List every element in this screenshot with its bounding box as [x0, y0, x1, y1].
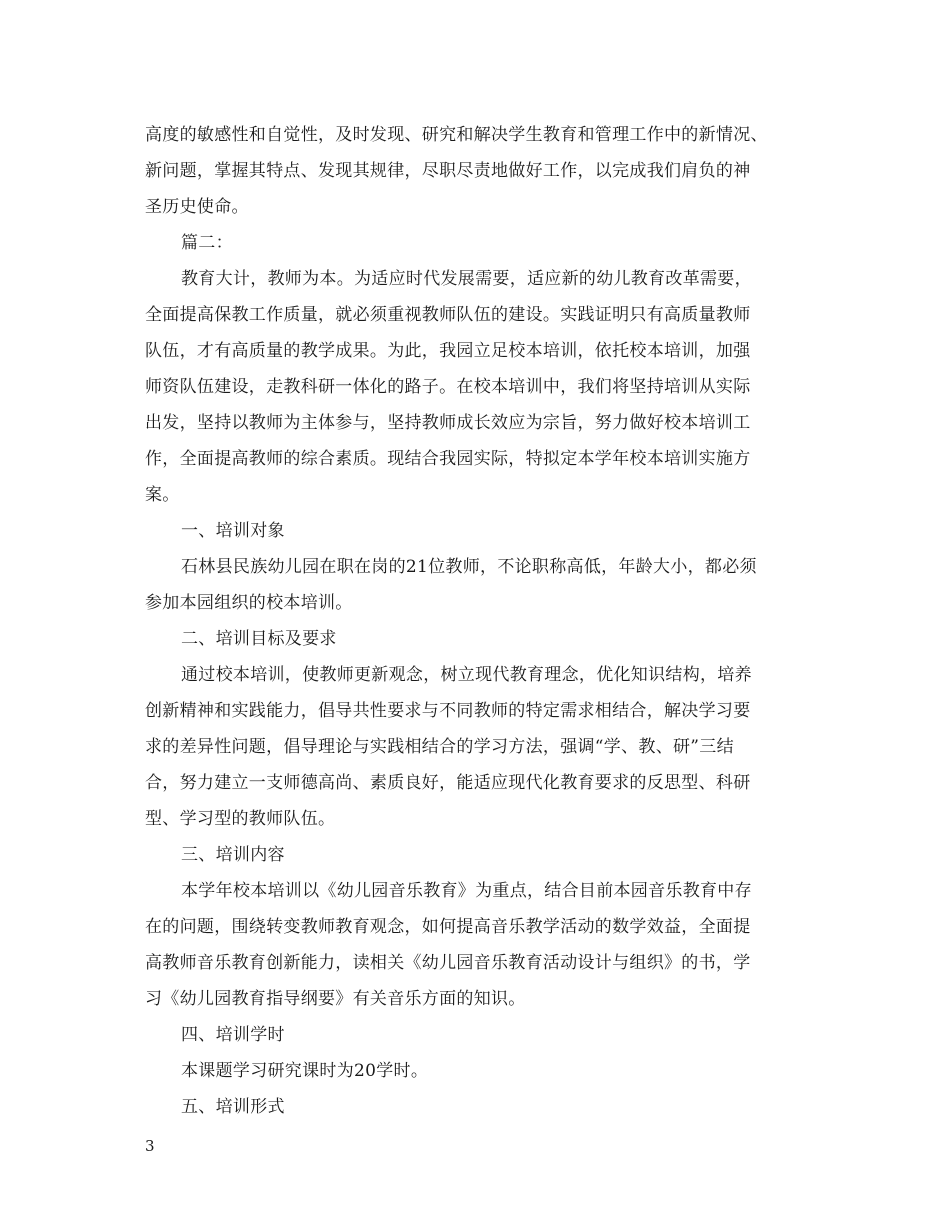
text-line: 创新精神和实践能力，倡导共性要求与不同教师的特定需求相结合，解决学习要 [145, 701, 751, 721]
text-line: 出发，坚持以教师为主体参与，坚持教师成长效应为宗旨，努力做好校本培训工 [145, 413, 751, 433]
text-line: 求的差异性问题，倡导理论与实践相结合的学习方法，强调“学、教、研”三结 [145, 737, 734, 757]
document-body [145, 117, 805, 1125]
text-line: 高教师音乐教育创新能力，读相关《幼儿园音乐教育活动设计与组织》的书，学 [145, 953, 751, 973]
text-line: 通过校本培训，使教师更新观念，树立现代教育理念，优化知识结构，培养 [181, 665, 752, 685]
text-line: 合，努力建立一支师德高尚、素质良好，能适应现代化教育要求的反思型、科研 [145, 773, 751, 793]
text-line: 二、培训目标及要求 [181, 629, 337, 649]
text-line: 高度的敏感性和自觉性，及时发现、研究和解决学生教育和管理工作中的新情况、 [145, 125, 768, 145]
text-line: 新问题，掌握其特点、发现其规律，尽职尽责地做好工作，以完成我们肩负的神 [145, 161, 751, 181]
text-line: 教育大计，教师为本。为适应时代发展需要，适应新的幼儿教育改革需要， [181, 269, 752, 289]
text-line: 篇二： [181, 233, 233, 253]
text-line: 五、培训形式 [181, 1097, 285, 1117]
text-line: 参加本园组织的校本培训。 [145, 593, 353, 613]
text-line: 本学年校本培训以《幼儿园音乐教育》为重点，结合目前本园音乐教育中存 [181, 881, 752, 901]
text-line: 案。 [145, 485, 180, 505]
text-line: 队伍，才有高质量的教学成果。为此，我园立足校本培训，依托校本培训，加强 [145, 341, 751, 361]
text-line: 石林县民族幼儿园在职在岗的21位教师，不论职称高低，年龄大小，都必须 [181, 557, 757, 577]
text-line: 师资队伍建设，走教科研一体化的路子。在校本培训中，我们将坚持培训从实际 [145, 377, 751, 397]
text-line: 本课题学习研究课时为20学时。 [181, 1061, 429, 1081]
text-line: 在的问题，围绕转变教师教育观念，如何提高音乐教学活动的数学效益，全面提 [145, 917, 751, 937]
text-line: 四、培训学时 [181, 1025, 285, 1045]
text-line: 三、培训内容 [181, 845, 285, 865]
text-line: 圣历史使命。 [145, 197, 249, 217]
text-line: 全面提高保教工作质量，就必须重视教师队伍的建设。实践证明只有高质量教师 [145, 305, 751, 325]
text-line: 一、培训对象 [181, 521, 285, 541]
text-line: 作，全面提高教师的综合素质。现结合我园实际，特拟定本学年校本培训实施方 [145, 449, 751, 469]
page-number: 3 [145, 1137, 155, 1155]
text-line: 型、学习型的教师队伍。 [145, 809, 336, 829]
text-line: 习《幼儿园教育指导纲要》有关音乐方面的知识。 [145, 989, 526, 1009]
